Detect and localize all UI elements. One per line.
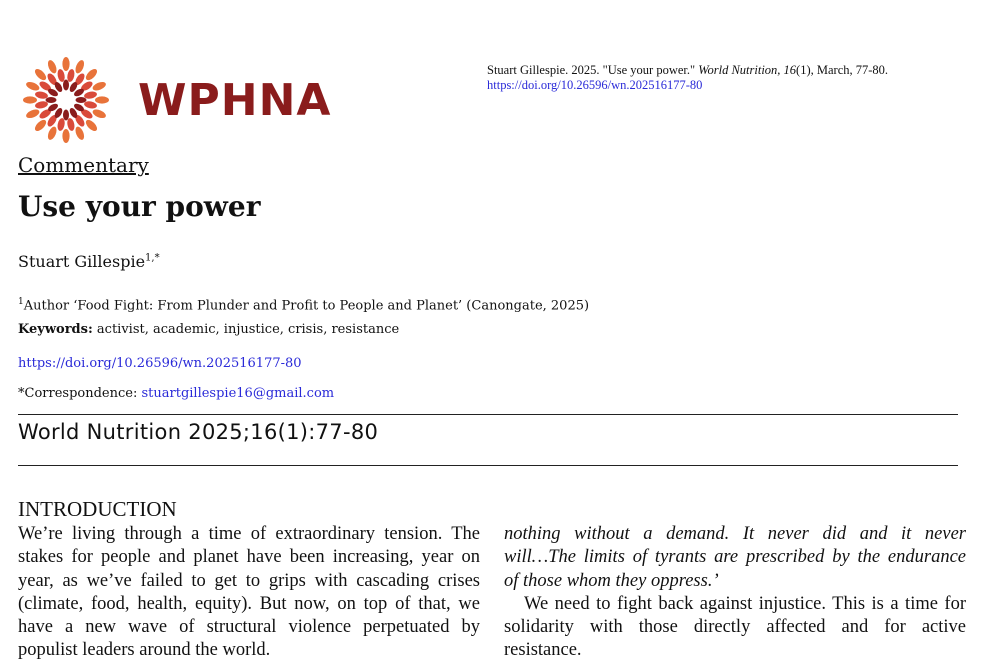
- divider-top: [18, 414, 958, 415]
- journal-line: World Nutrition 2025;16(1):77-80: [18, 420, 379, 444]
- citation-volume: 16: [783, 63, 797, 77]
- logo-petal: [46, 59, 58, 75]
- article-type: Commentary: [18, 153, 149, 177]
- body-line: populist leaders around the world.: [18, 640, 271, 661]
- logo-petal: [74, 125, 86, 141]
- body-column-left: [18, 523, 480, 663]
- logo-petal: [33, 118, 48, 133]
- affiliation-sup: 1: [18, 297, 24, 307]
- logo-petal: [63, 110, 69, 121]
- body-line: have a new wave of structural violence perpetuated by: [18, 617, 480, 638]
- citation-text: Stuart Gillespie. 2025. "Use your power.": [487, 63, 696, 77]
- affiliation-text: Author ‘Food Fight: From Plunder and Profit to People and Planet’ (Canongate, 2025): [23, 298, 590, 314]
- correspondence-label: *Correspondence:: [18, 386, 138, 401]
- logo-petal: [66, 117, 75, 131]
- citation-rest: (1), March, 77-80.: [796, 63, 889, 77]
- correspondence-email-link[interactable]: stuartgillespie16@gmail.com: [141, 386, 335, 401]
- citation-journal: World Nutrition,: [698, 63, 781, 77]
- body-line: resistance.: [504, 640, 582, 661]
- logo-petal: [23, 96, 37, 103]
- divider-bottom: [18, 465, 958, 466]
- logo-petal: [84, 67, 99, 82]
- logo-petal: [76, 97, 87, 103]
- logo-petal: [46, 97, 57, 103]
- logo-petal: [33, 67, 48, 82]
- article-doi-link[interactable]: https://doi.org/10.26596/wn.202516177-80: [18, 356, 302, 371]
- logo-petal: [57, 117, 66, 131]
- logo-petal: [46, 125, 58, 141]
- quote-line: nothing without a demand. It never did and it never: [504, 524, 966, 544]
- logo-petal: [25, 80, 41, 92]
- author: [18, 252, 160, 271]
- body-line: (climate, food, health, equity). But now, on top of that, we: [18, 593, 480, 614]
- logo-petal: [91, 108, 107, 120]
- logo-petal: [34, 91, 48, 100]
- keywords-label: Keywords:: [18, 322, 93, 337]
- logo-petal: [62, 129, 69, 143]
- logo-flower-icon: [23, 57, 109, 143]
- logo-petal: [91, 80, 107, 92]
- logo-petal: [84, 118, 99, 133]
- body-line: stakes for people and planet have been increasing, year on: [18, 547, 480, 568]
- author-name: Stuart Gillespie: [18, 252, 146, 271]
- logo-petal: [83, 100, 97, 109]
- logo-petal: [74, 59, 86, 75]
- body-line: We need to fight back against injustice. This is a time for: [524, 593, 966, 614]
- quote-line: of those whom they oppress.’: [504, 570, 719, 591]
- intro-heading: INTRODUCTION: [18, 497, 177, 521]
- body-line: We’re living through a time of extraordinary tension. The: [18, 524, 480, 544]
- affiliation: [18, 297, 589, 313]
- logo-petal: [62, 57, 69, 71]
- logo-text: WPHNA: [138, 75, 332, 126]
- keywords-text: activist, academic, injustice, crisis, resistance: [96, 322, 400, 337]
- quote-line: will…The limits of tyrants are prescribed by the endurance: [504, 547, 966, 568]
- body-line: solidarity with those directly affected and for active: [504, 617, 966, 638]
- author-sup: 1,*: [145, 252, 160, 264]
- page-title: Use your power: [18, 190, 261, 223]
- logo-petal: [57, 68, 66, 82]
- logo-petal: [25, 108, 41, 120]
- body-line: year, as we’ve failed to get to grips with cascading crises: [18, 570, 480, 591]
- logo-petal: [95, 96, 109, 103]
- logo-petal: [66, 68, 75, 82]
- correspondence: [18, 386, 334, 401]
- logo-petal: [63, 80, 69, 91]
- keywords: [18, 322, 399, 337]
- header-citation: [487, 63, 957, 93]
- body-column-right: [504, 523, 966, 663]
- logo-petal: [83, 91, 97, 100]
- logo-petal: [34, 100, 48, 109]
- citation-doi-link[interactable]: https://doi.org/10.26596/wn.202516177-80: [487, 78, 703, 92]
